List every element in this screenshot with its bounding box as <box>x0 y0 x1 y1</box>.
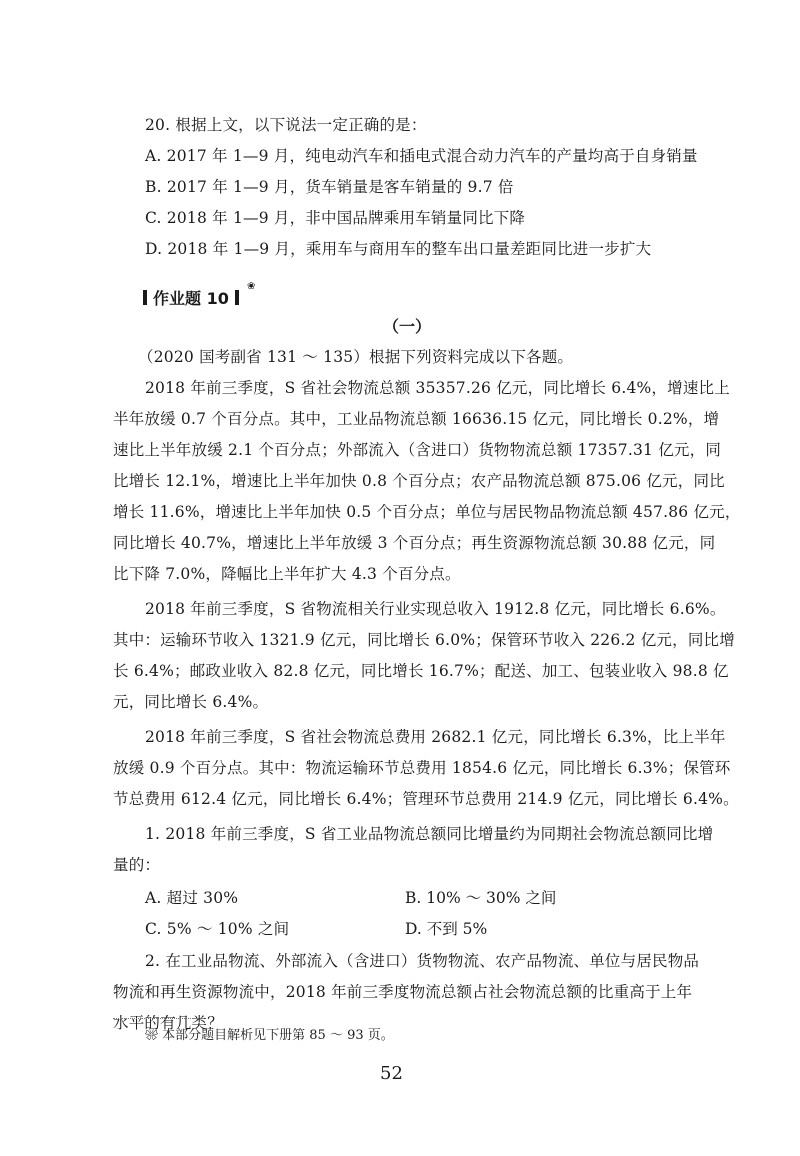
q1-option-d: D. 不到 5% <box>405 920 488 938</box>
q2-stem-line-2: 物流和再生资源物流中，2018 年前三季度物流总额占社会物流总额的比重高于上年 <box>113 983 693 1001</box>
q20-option-d: D. 2018 年 1—9 月，乘用车与商用车的整车出口量差距同比进一步扩大 <box>145 240 652 258</box>
header-bar-right <box>235 290 239 305</box>
q20-option-c: C. 2018 年 1—9 月，非中国品牌乘用车销量同比下降 <box>145 209 526 227</box>
q1-option-b: B. 10% ～ 30% 之间 <box>405 889 557 907</box>
q1-stem-line-2: 量的： <box>113 856 161 874</box>
p2-line-3: 长 6.4%；邮政业收入 82.8 亿元，同比增长 16.7%；配送、加工、包装业收入 98.8 亿 <box>113 662 729 680</box>
p2-line-4: 元，同比增长 6.4%。 <box>113 693 269 711</box>
p3-line-2: 放缓 0.9 个百分点。其中：物流运输环节总费用 1854.6 亿元，同比增长 6.3%；保管环 <box>113 759 731 777</box>
q1-option-a: A. 超过 30% <box>145 889 239 907</box>
header-bar-left <box>143 290 147 305</box>
p1-line-1: 2018 年前三季度，S 省社会物流总额 35357.26 亿元，同比增长 6.4%，增速比上 <box>145 379 730 397</box>
intro-line: （2020 国考副省 131 ～ 135）根据下列资料完成以下各题。 <box>138 348 574 366</box>
p2-line-2: 其中：运输环节收入 1321.9 亿元，同比增长 6.0%；保管环节收入 226.2 亿元，同比增 <box>113 631 735 649</box>
sub-title: （一） <box>383 317 432 336</box>
footnote-rule <box>113 1018 193 1019</box>
q1-stem-line-1: 1. 2018 年前三季度，S 省工业品物流总额同比增量约为同期社会物流总额同比增 <box>145 825 714 843</box>
p1-line-6: 同比增长 40.7%，增速比上半年放缓 3 个百分点；再生资源物流总额 30.88 亿元，同 <box>113 534 716 552</box>
page-number: 52 <box>380 1063 403 1084</box>
p3-line-3: 节总费用 612.4 亿元，同比增长 6.4%；管理环节总费用 214.9 亿元，同比增长 6.4%。 <box>113 790 739 808</box>
section-title: 作业题 10 <box>153 289 229 308</box>
q2-stem-line-1: 2. 在工业品物流、外部流入（含进口）货物物流、农产品物流、单位与居民物品 <box>145 952 700 970</box>
p3-line-1: 2018 年前三季度，S 省社会物流总费用 2682.1 亿元，同比增长 6.3%，比上半年 <box>145 728 726 746</box>
section-header <box>143 286 239 309</box>
p1-line-2: 半年放缓 0.7 个百分点。其中，工业品物流总额 16636.15 亿元，同比增长 0.2%，增 <box>113 410 720 428</box>
p1-line-4: 比增长 12.1%，增速比上半年加快 0.8 个百分点；农产品物流总额 875.06 亿元，同比 <box>113 472 725 490</box>
q20-option-a: A. 2017 年 1—9 月，纯电动汽车和插电式混合动力汽车的产量均高于自身销量 <box>145 147 698 165</box>
p1-line-7: 比下降 7.0%，降幅比上半年扩大 4.3 个百分点。 <box>113 565 461 583</box>
q1-option-c: C. 5% ～ 10% 之间 <box>145 920 290 938</box>
q2-stem-line-3: 水平的有几类？ <box>113 1014 223 1032</box>
p1-line-3: 速比上半年放缓 2.1 个百分点；外部流入（含进口）货物物流总额 17357.31 亿元，同 <box>113 441 722 459</box>
p2-line-1: 2018 年前三季度，S 省物流相关行业实现总收入 1912.8 亿元，同比增长 6.6%。 <box>145 600 726 618</box>
footnote: ❀ 本部分题目解析见下册第 85 ～ 93 页。 <box>145 1028 394 1043</box>
p1-line-5: 增长 11.6%，增速比上半年加快 0.5 个百分点；单位与居民物品物流总额 457.86 亿元， <box>113 503 741 521</box>
q20-option-b: B. 2017 年 1—9 月，货车销量是客车销量的 9.7 倍 <box>145 178 514 196</box>
flower-mark-icon: ❀ <box>247 281 256 292</box>
q20-stem: 20. 根据上文，以下说法一定正确的是： <box>145 116 427 134</box>
